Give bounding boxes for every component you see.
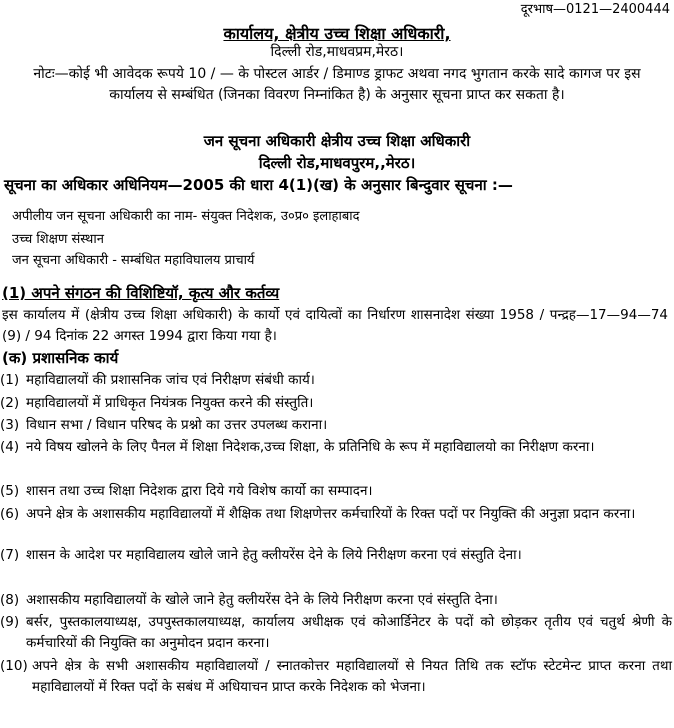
pio-address: दिल्ली रोड,माधवपुरम,,मेरठ। [258, 154, 416, 172]
list-item [0, 504, 672, 525]
item-number: (7) [0, 547, 20, 563]
office-address: दिल्ली रोड,माधवप्रम,मेरठ। [270, 44, 404, 60]
item-number: (3) [0, 417, 20, 433]
list-item [0, 590, 672, 611]
office-title: कार्यालय, क्षेत्रीय उच्च शिक्षा अधिकारी, [223, 24, 451, 43]
pio-title: जन सूचना अधिकारी क्षेत्रीय उच्च शिक्षा अधिकारी [203, 132, 471, 150]
item-number: (9) [0, 614, 20, 630]
item-number: (8) [0, 592, 20, 608]
item-number: (5) [0, 483, 20, 499]
item-text: अपने क्षेत्र के सभी अशासकीय महाविद्यालयों / स्नातकोत्तर महाविद्यालयों से नियत तिथि तक स्टॉफ स्टेटमेन्ट प्राप्त करना तथा महाविद्यालयों में रिक्त पदों के सबंध में अधियाचन प्राप्त करके निदेशक को भेजना। [32, 658, 672, 695]
appellate-officer: अपीलीय जन सूचना अधिकारी का नाम- संयुक्त निदेशक, उ०प्र० इलाहाबाद [12, 209, 360, 224]
item-number: (10) [0, 658, 28, 674]
list-item [0, 437, 672, 458]
item-text: नये विषय खोलने के लिए पैनल में शिक्षा निदेशक,उच्च शिक्षा, के प्रतिनिधि के रूप में महाविद्यालयो का निरीक्षण करना। [26, 439, 595, 455]
item-text: विधान सभा / विधान परिषद के प्रश्नो का उत्तर उपलब्ध कराना। [26, 417, 328, 433]
item-number: (2) [0, 395, 20, 411]
fee-note: नोटः—कोई भी आवेदक रूपये 10 / — के पोस्टल आर्डर / डिमाण्ड ड्राफट अथवा नगद भुगतान करके सादे कागज पर इस कार्यालय से सम्बंधित (जिनका विवरण निम्नांकित है) के अनुसार सूचना प्राप्त कर सकता है। [33, 66, 641, 103]
item-number: (6) [0, 506, 20, 522]
item-text: अशासकीय महाविद्यालयों के खोले जाने हेतु क्लीयरेंस देने के लिये निरीक्षण करना एवं संस्तुति देना। [26, 592, 498, 608]
item-text: महाविद्यालयों की प्रशासनिक जांच एवं निरीक्षण संबंधी कार्य। [26, 372, 315, 388]
phone-number: दूरभाष—0121—2400444 [520, 2, 670, 17]
institution-label: उच्च शिक्षण संस्थान [12, 232, 104, 247]
item-text: बर्सर, पुस्तकालयाध्यक्ष, उपपुस्तकालयाध्यक्ष, कार्यालय अधीक्षक एवं कोआर्डिनेटर के पदों को छोड़कर तृतीय एवं चतुर्थ श्रेणी के कर्मचारियों की नियुक्ति का अनुमोदन प्रदान करना। [26, 614, 672, 651]
item-number: (1) [0, 372, 20, 388]
item-text: महाविद्यालयों में प्राधिकृत नियंत्रक नियुक्त करने की संस्तुति। [26, 395, 314, 411]
list-item [0, 393, 672, 414]
rti-heading: सूचना का अधिकार अधिनियम—2005 की धारा 4(1)(ख) के अनुसार बिन्दुवार सूचना :— [4, 176, 513, 194]
item-text: शासन तथा उच्च शिक्षा निदेशक द्वारा दिये गये विशेष कार्यो का सम्पादन। [26, 483, 373, 499]
pio-officer: जन सूचना अधिकारी - सम्बंधित महाविघालय प्राचार्य [12, 253, 255, 268]
list-item [0, 656, 672, 698]
item-number: (4) [0, 439, 20, 455]
list-item [0, 612, 672, 654]
section-heading: (1) अपने संगठन की विशिष्टियॉ, कृत्य और कर्तव्य [2, 284, 280, 302]
item-text: अपने क्षेत्र के अशासकीय महाविद्यालयों में शैक्षिक तथा शिक्षणेत्तर कर्मचारियों के रिक्त पदों पर नियुक्ति की अनुज्ञा प्रदान करना। [26, 506, 636, 522]
list-item [0, 415, 672, 436]
administrative-subheading: (क) प्रशासनिक कार्य [2, 349, 119, 367]
section-intro: इस कार्यालय में (क्षेत्रीय उच्च शिक्षा अधिकारी) के कार्यो एवं दायित्वों का निर्धारण शासनादेश संख्या 1958 / पन्द्रह—17—94—74 (9) / 94 दिनांक 22 अगस्त 1994 द्वारा किया गया है। [2, 307, 668, 344]
list-item [0, 370, 672, 391]
item-text: शासन के आदेश पर महाविद्यालय खोले जाने हेतु क्लीयरेंस देने के लिये निरीक्षण करना एवं संस्तुति देना। [26, 547, 522, 563]
list-item [0, 481, 672, 502]
list-item [0, 545, 672, 566]
